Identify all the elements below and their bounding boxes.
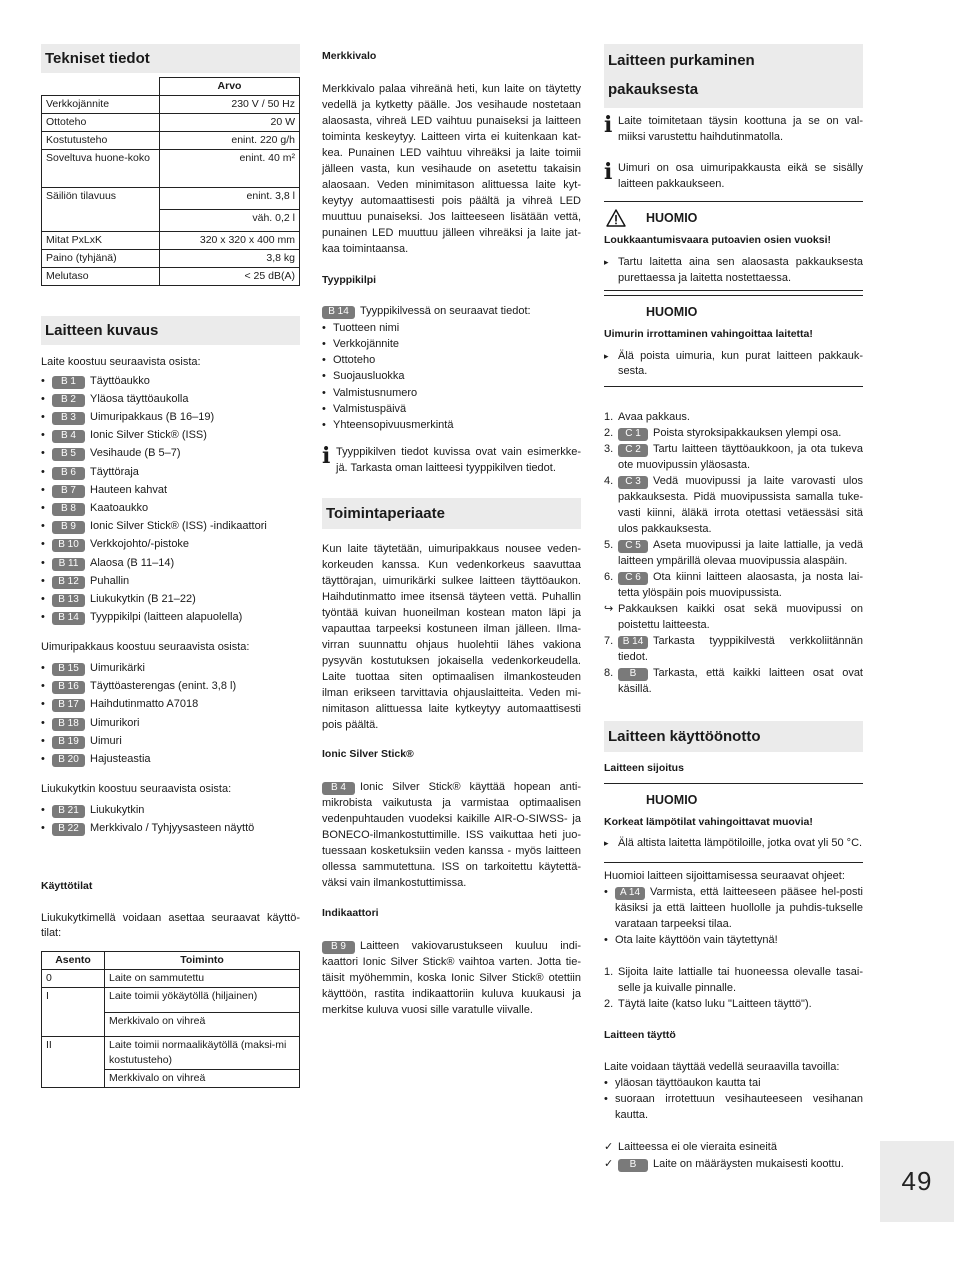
merkkivalo-text: Merkkivalo palaa vihreänä heti, kun laite on täytetty vedellä ja kytketty päälle. Jos vesihaude nostetaan alaosasta, vihreä LED vaihtuu punaiseksi ja laitteen toiminta keskeytyy. Laitteen virta ei kuitenkaan kat-kea. Punainen LED vaihtuu vihreäksi ja laite toimii jälleen vasta, kun vesihaude on asetettu takaisin alaosaan. Veden minimitason alittuessa laite kyt-keytyy automaattisesti pois päältä ja vihreä LED muuttuu punaiseksi. Jos laitteeseen lisätään vettä, punainen LED muuttuu jälleen vihreäksi ja laite jat-kaa toimintaansa. [322, 82, 581, 255]
list-item: 2. C 1 Poista styroksipakkauksen ylempi osa. [604, 426, 842, 439]
list-item: • B 17 Haihdutinmatto A7018 [41, 695, 300, 713]
warning-heading: HUOMIO [646, 792, 698, 807]
parts-intro-3: Liukukytkin koostuu seuraavista osista: [41, 783, 232, 796]
info-icon: i [604, 112, 613, 138]
list-item: 5. C 5 Aseta muovipussi ja laite lattialle, ja vedä laitteen ympärillä olevaa muovipussia alaspäin. [604, 538, 863, 567]
check-icon: ✓ [604, 1141, 614, 1154]
list-item: • B 12 Puhallin [41, 572, 300, 590]
table-row: Soveltuva huone-koko enint. 40 m² [42, 150, 300, 188]
warning-box-3: HUOMIO Korkeat lämpötilat vahingoittavat muovia! ▸ Älä altista laitetta lämpötiloille, jotka ovat yli 50 °C. [604, 783, 863, 863]
list-item: • Yhteensopivuusmerkintä [322, 417, 581, 433]
list-item: • B 16 Täyttöasterengas (enint. 3,8 l) [41, 677, 300, 695]
table-row: Paino (tyhjänä) 3,8 kg [42, 250, 300, 268]
table-row: I Laite toimii yökäytöllä (hiljainen) [42, 988, 300, 1013]
list-item: • Ottoteho [322, 352, 581, 368]
tyyppikilpi-note: i Tyyppikilven tiedot kuvissa ovat vain esimerkke-jä. Tarkasta oman laitteesi tyyppikilven tiedot. [322, 443, 581, 474]
column-middle [322, 44, 581, 1018]
taytto-intro: Laite voidaan täyttää vedellä seuraavilla tavoilla: [604, 1061, 840, 1074]
list-item: 7. B 14 Tarkasta tyyppikilvestä verkkoliitännän tiedot. [604, 634, 863, 663]
parts-list-2 [41, 659, 300, 768]
tyyppikilpi-title: Tyyppikilpi [322, 273, 377, 286]
list-item: • yläosan täyttöaukon kautta tai [604, 1075, 863, 1091]
step-result: ↪ Pakkauksen kaikki osat sekä muovipussi on poistettu laitteesta. [604, 602, 863, 631]
sijoitus-intro: Huomioi laitteen sijoittamisessa seuraavat ohjeet: [604, 869, 845, 882]
list-item: 1. Sijoita laite lattialle tai huoneessa olevalle tasai-selle ja kuivalle pinnalle. [604, 965, 863, 994]
list-item: • B 15 Uimurikärki [41, 659, 300, 677]
info-icon: i [604, 159, 613, 186]
section-title-kaytto: Laitteen käyttöönotto [604, 721, 863, 752]
list-item: • B 8 Kaatoaukko [41, 499, 300, 517]
list-item: • B 18 Uimurikori [41, 714, 300, 732]
list-item: • A 14 Varmista, että laitteeseen pääsee hel-posti käsiksi ja että laitteen huollolle ja puhdis-tukselle varataan tarpeeksi tilaa. [604, 884, 863, 932]
tyyppikilpi-intro: B 14 Tyyppikilvessä on seuraavat tiedot: [322, 304, 581, 320]
sijoitus-title: Laitteen sijoitus [604, 761, 684, 774]
page-number: 49 [880, 1141, 954, 1222]
table-row: Verkkojännite 230 V / 50 Hz [42, 96, 300, 114]
warning-triangle-icon [606, 209, 626, 227]
list-item: • B 13 Liukukytkin (B 21–22) [41, 590, 300, 608]
list-item: 2. Täytä laite (katso luku "Laitteen täyttö"). [604, 997, 812, 1010]
list-item: • B 19 Uimuri [41, 732, 300, 750]
iss-tag: B 4 [322, 782, 355, 795]
parts-intro: Laite koostuu seuraavista osista: [41, 356, 201, 368]
spec-header: Arvo [160, 78, 300, 96]
kayttotilat-text: Liukukytkimellä voidaan asettaa seuraavat käyttö-tilat: [41, 911, 300, 940]
taytto-list [604, 1075, 863, 1123]
list-item: • Suojausluokka [322, 368, 581, 384]
unpack-steps [604, 409, 863, 601]
info-note-2: i Uimuri on osa uimuripakkausta eikä se sisälly laitteen pakkaukseen. [604, 159, 863, 190]
mode-table: Asento Toiminto 0 Laite on sammutettu I Laite toimii yökäytöllä (hiljainen) Merkkivalo on vihreä II Laite toimii normaalikäytöllä (maksi-mi kostutusteho) Merkkivalo on vihreä [41, 951, 300, 1088]
list-item: • B 10 Verkkojohto/-pistoke [41, 535, 300, 553]
list-item: • B 4 Ionic Silver Stick® (ISS) [41, 426, 300, 444]
table-row: väh. 0,2 l [42, 210, 300, 232]
table-row: Säiliön tilavuus enint. 3,8 l [42, 188, 300, 210]
list-item: • B 21 Liukukytkin [41, 801, 300, 819]
list-item: • suoraan irrotettuun vesihauteeseen vesihanan kautta. [604, 1091, 863, 1123]
warning-box-1: HUOMIO Loukkaantumisvaara putoavien osien vuoksi! ▸ Tartu laitetta aina sen alaosasta pakkauksesta purettaessa ja laitetta nostettaessa. [604, 201, 863, 291]
list-item: • B 22 Merkkivalo / Tyhjyysasteen näyttö [41, 819, 300, 837]
kayttotilat-title: Käyttötilat [41, 880, 93, 893]
info-note-1: i Laite toimitetaan täysin koottuna ja se on val-miiksi varustettu haihdutinmatolla. [604, 112, 863, 143]
table-row: Kostutusteho enint. 220 g/h [42, 132, 300, 150]
section-title-tekniset: Tekniset tiedot [41, 44, 300, 73]
list-item: 8. B Tarkasta, että kaikki laitteen osat ovat käsillä. [604, 666, 863, 695]
merkkivalo-title: Merkkivalo [322, 50, 377, 62]
warning-heading: HUOMIO [646, 305, 698, 320]
sijoitus-list [604, 884, 863, 948]
tyyppikilpi-list [322, 320, 581, 433]
indikaattori-title: Indikaattori [322, 906, 379, 919]
parts-list-3 [41, 801, 300, 837]
list-item: • B 9 Ionic Silver Stick® (ISS) -indikaattori [41, 517, 300, 535]
list-item: • Tuotteen nimi [322, 320, 581, 336]
table-row: Mitat PxLxK 320 x 320 x 400 mm [42, 232, 300, 250]
result-arrow-icon: ↪ [604, 602, 614, 615]
warning-box-2: HUOMIO Uimurin irrottaminen vahingoittaa laitetta! ▸ Älä poista uimuria, kun purat laitteen pakkauk-sesta. [604, 295, 863, 387]
list-item: • B 20 Hajusteastia [41, 750, 300, 768]
list-item: • B 6 Täyttöraja [41, 463, 300, 481]
list-item: • B 3 Uimuripakkaus (B 16–19) [41, 408, 300, 426]
warning-heading: HUOMIO [604, 202, 863, 234]
taytto-title: Laitteen täyttö [604, 1028, 676, 1041]
section-title-toiminta: Toimintaperiaate [322, 498, 581, 529]
tyyppikilpi-tag: B 14 [322, 306, 355, 319]
list-item: • Ota laite käyttöön vain täytettynä! [604, 932, 863, 948]
list-item: • Valmistusnumero [322, 385, 581, 401]
list-item: • B 7 Hauteen kahvat [41, 481, 300, 499]
parts-list-1 [41, 372, 300, 627]
indikaattori-text: B 9 Laitteen vakiovarustukseen kuuluu indi-kaattori Ionic Silver Stick® vaihtoa varten. Jotta tie-täisit myöhemmin, koska Ionic Silver Stick® otettiin käyttöön, rastita indikaattoriin kuluva kuukausi ja merkitse kuluva vuosi sille varatulle viivalle. [322, 939, 581, 1016]
table-row: Ottoteho 20 W [42, 114, 300, 132]
check-list [604, 1139, 863, 1172]
column-left [41, 44, 300, 1088]
column-right [604, 44, 863, 1172]
list-item: • B 2 Yläosa täyttöaukolla [41, 390, 300, 408]
check-icon: ✓ [604, 1157, 614, 1170]
list-item: • B 1 Täyttöaukko [41, 372, 300, 390]
list-item: ✓ B Laite on määräysten mukaisesti koottu. [604, 1156, 863, 1173]
list-item: 4. C 3 Vedä muovipussi ja laite varovasti ulos pakkauksesta. Pidä muovipussista samalla tuke-vasti kiinni, äläkä irrota otettasi vetäessäsi sitä ulos pakkauksesta. [604, 474, 863, 535]
spec-table [41, 77, 300, 286]
table-row: Merkkivalo on vihreä [42, 1013, 300, 1037]
list-item: 6. C 6 Ota kiinni laitteen alaosasta, ja nosta lai-tetta ylöspäin pois muovipussista. [604, 570, 863, 599]
ind-tag: B 9 [322, 941, 355, 954]
sijoitus-steps [604, 964, 863, 1012]
list-item: ✓ Laitteessa ei ole vieraita esineitä [604, 1139, 863, 1156]
table-row: 0 Laite on sammutettu [42, 970, 300, 988]
table-row: Melutaso < 25 dB(A) [42, 268, 300, 286]
list-item: • B 5 Vesihaude (B 5–7) [41, 444, 300, 462]
table-row: II Laite toimii normaalikäytöllä (maksi-mi kostutusteho) [42, 1037, 300, 1070]
list-item: 3. C 2 Tartu laitteen täyttöaukkoon, ja ota tukeva ote muovipussin yläosasta. [604, 442, 863, 471]
unpack-steps-2 [604, 633, 863, 697]
iss-text: B 4 Ionic Silver Stick® käyttää hopean anti-mikrobista vaikutusta ja varmistaa optimaalisen vedenpuhtauden vuodeksi kaikille AIR-O-SIWSS- ja BONECO-ilmankostuttimille. ISS vaikuttaa heti juo-tuessaan kosketuksiin veden kanssa - myös laitteen ollessa sammutettuna. ISS on tarkoitettu käytettä-väksi vain ilmankostuttimissa. [322, 780, 581, 889]
toiminta-text: Kun laite täytetään, uimuripakkaus nousee veden-korkeuden kanssa. Kun vedenkorkeus saavuttaa täyttörajan, uimurikärki sulkee laitteen täyttöaukon. Haihdutinmatto imee itsensä täyteen vettä. Puhallin työntää kuivan huoneilman kostean maton läpi ja vapauttaa tarpeeksi kostuneen ilman jälleen. Ilma-virran suunnattu ohjaus huolehtii lähes vakiona pysyvän kostutuksen jokaisella vedenkorkeudella. Laite tuottaa siten optimaalisen ilmankosteuden ilman erikseen tarvittavia ohjauslaitteita. Veden mi-nimitason alittuessa laite kytkeytyy automaattisesti pois päältä. [322, 543, 581, 732]
list-item: 1. Avaa pakkaus. [604, 410, 690, 423]
list-item: • Valmistuspäivä [322, 401, 581, 417]
parts-intro-2: Uimuripakkaus koostuu seuraavista osista: [41, 641, 250, 654]
iss-title: Ionic Silver Stick® [322, 748, 414, 761]
list-item: • Verkkojännite [322, 336, 581, 352]
info-icon: i [322, 443, 331, 470]
list-item: • B 11 Alaosa (B 11–14) [41, 554, 300, 572]
list-item: • B 14 Tyyppikilpi (laitteen alapuolella) [41, 608, 300, 626]
section-title-kuvaus: Laitteen kuvaus [41, 316, 300, 345]
section-title-purku: Laitteen purkaminen pakauksesta [604, 44, 863, 108]
table-row: Merkkivalo on vihreä [42, 1070, 300, 1088]
